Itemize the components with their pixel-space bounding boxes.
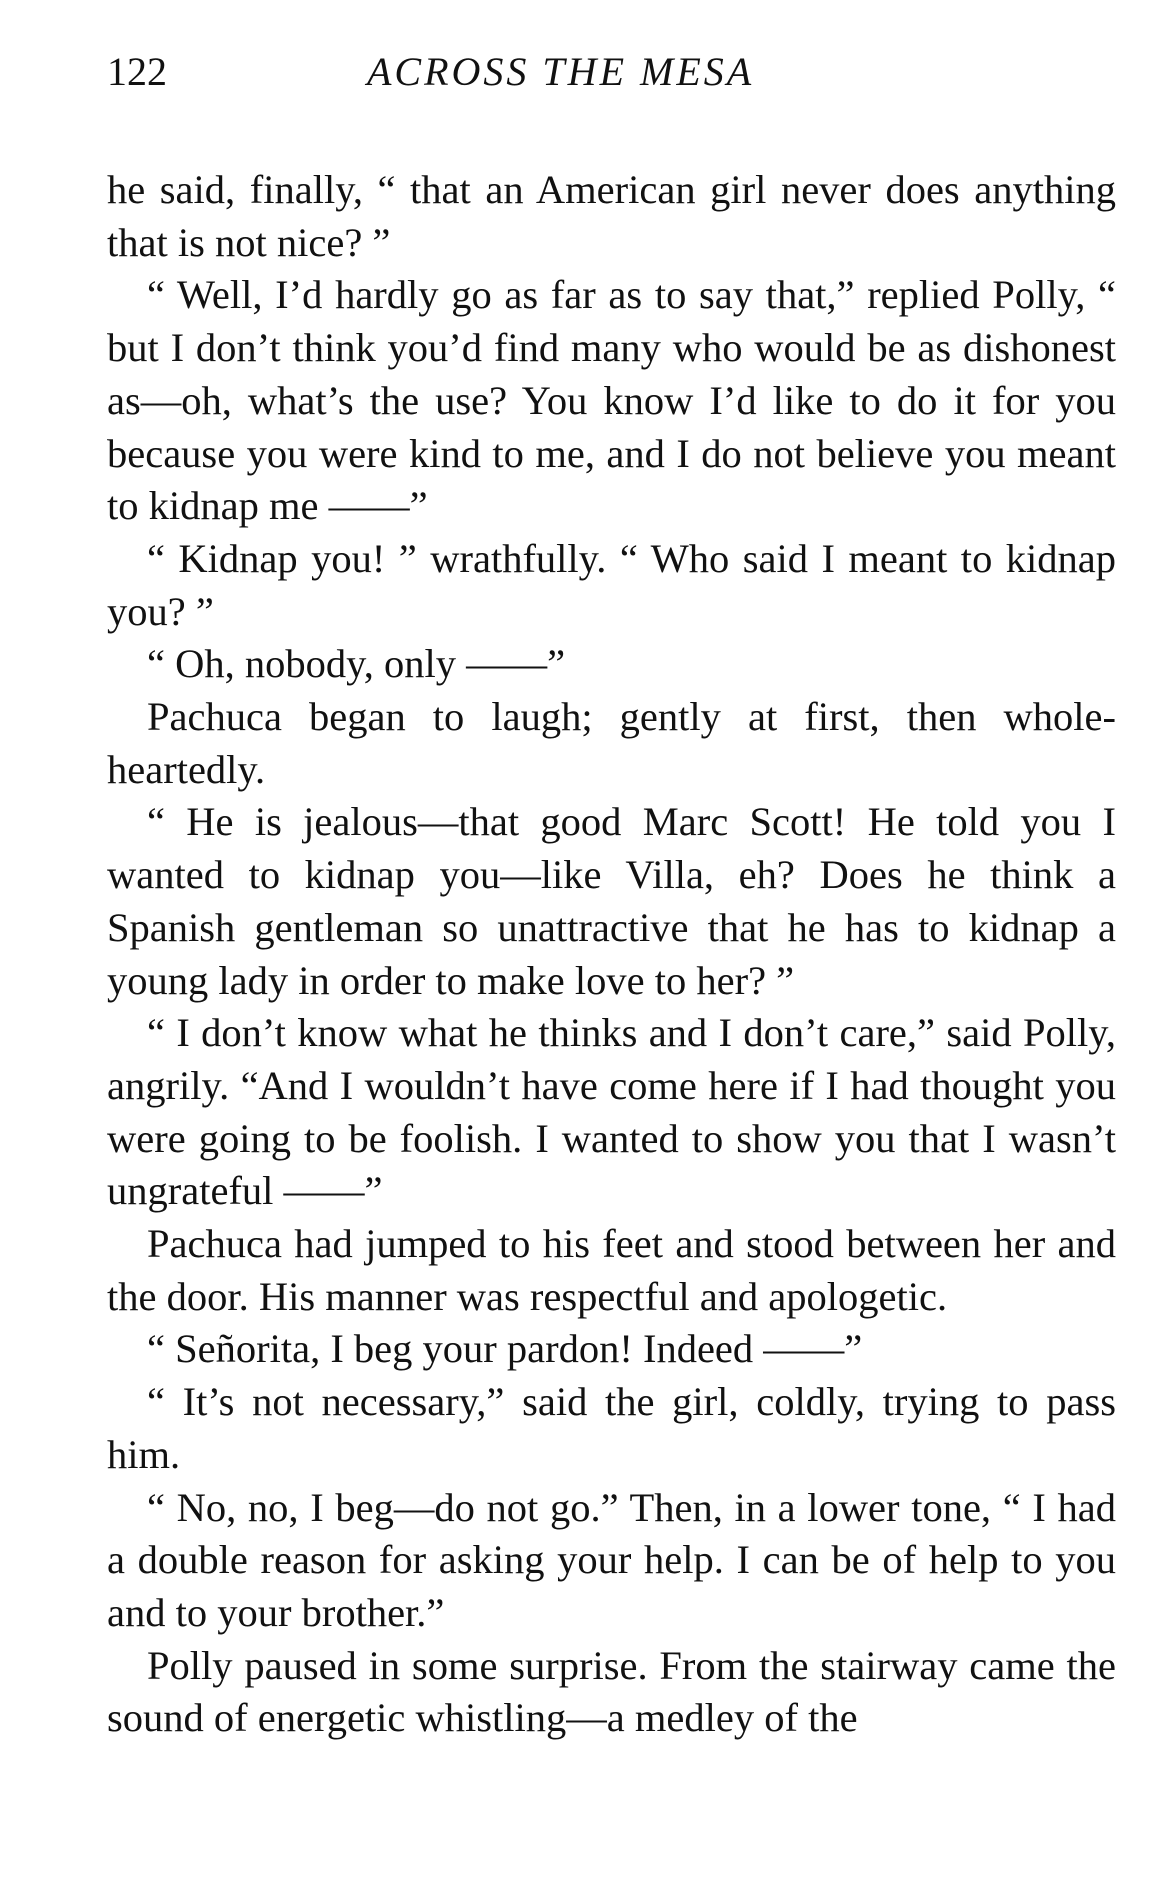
paragraph: “ Oh, nobody, only ——” bbox=[147, 641, 566, 687]
paragraph: Pachuca had jumped to his feet and stood between her and the door. His manner was respectful and apologetic. bbox=[107, 1221, 1116, 1319]
running-title: ACROSS THE MESA bbox=[367, 49, 755, 94]
book-page bbox=[107, 40, 1116, 1745]
running-head bbox=[107, 40, 1116, 102]
paragraph: “ It’s not necessary,” said the girl, coldly, trying to pass him. bbox=[107, 1379, 1116, 1477]
paragraph: “ No, no, I beg—do not go.” Then, in a lower tone, “ I had a double reason for asking your help. I can be of help to you and to your brother.” bbox=[107, 1484, 1116, 1635]
body-text bbox=[107, 164, 1116, 1745]
paragraph: “ Señorita, I beg your pardon! Indeed ——” bbox=[147, 1326, 863, 1372]
paragraph: “ I don’t know what he thinks and I don’t care,” said Polly, angrily. “And I wouldn’t have come here if I had thought you were going to be foolish. I wanted to show you that I wasn’t ungrateful ——” bbox=[107, 1010, 1116, 1214]
paragraph: he said, finally, “ that an American girl never does anything that is not nice? ” bbox=[107, 167, 1116, 265]
paragraph: “ He is jealous—that good Marc Scott! He told you I wanted to kidnap you—like Villa, eh? Does he think a Spanish gentleman so unattractive that he has to kidnap a young lady in order to make love to her? ” bbox=[107, 799, 1116, 1003]
paragraph: Pachuca began to laugh; gently at first, then wholeheartedly. bbox=[107, 694, 1116, 792]
page-number: 122 bbox=[107, 49, 167, 94]
paragraph: “ Kidnap you! ” wrathfully. “ Who said I meant to kidnap you? ” bbox=[107, 535, 1116, 634]
paragraph: “ Well, I’d hardly go as far as to say that,” replied Polly, “ but I don’t think you’d find many who would be as dishonest as—oh, what’s the use? You know I’d like to do it for you because you were kind to me, and I do not believe you meant to kidnap me ——” bbox=[107, 272, 1116, 529]
paragraph: Polly paused in some surprise. From the stairway came the sound of energetic whistling—a medley of the bbox=[107, 1642, 1116, 1741]
